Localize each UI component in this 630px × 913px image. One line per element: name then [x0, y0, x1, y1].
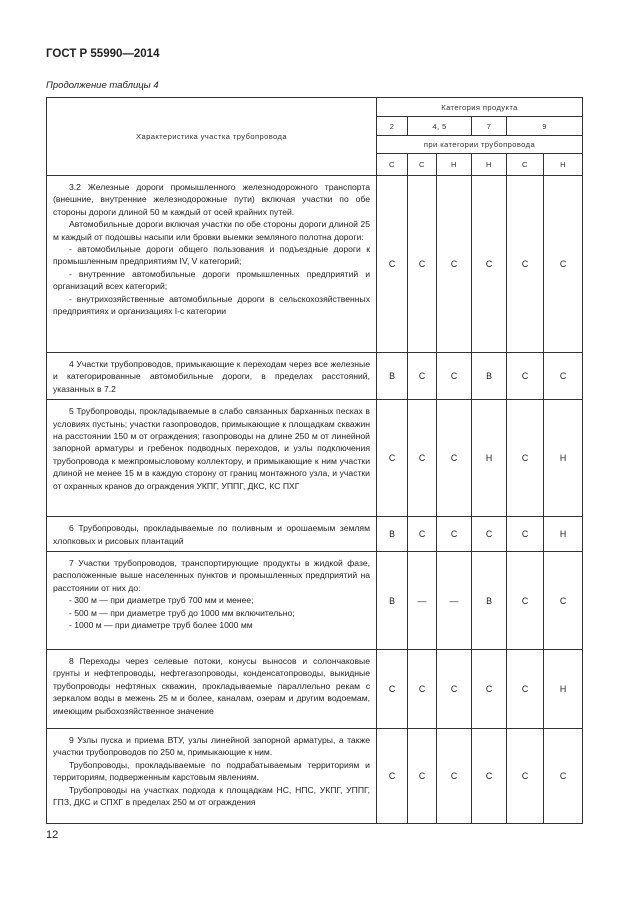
table-row	[47, 176, 583, 353]
category-value: —	[408, 552, 437, 650]
row-paragraph: 9 Узлы пуска и приема ВТУ, узлы линейной запорной арматуры, а также участки трубопроводов по 250 м, примыкающие к ним.	[53, 735, 370, 758]
category-value: С	[472, 176, 507, 353]
row-paragraph: 8 Переходы через селевые потоки, конусы выносов и солончаковые грунты и нефтепроводы, нефтегазопроводы, конденсатопроводы, выкидные трубопроводы нефтяных скважин, прокладываемые параллельно рекам с зеркалом воды в межень 25 м и более, каналам, озерам и другим водоемам, имеющим рыбохозяйственное значение	[53, 656, 370, 716]
subcol-header: С	[377, 154, 408, 176]
category-value: С	[507, 552, 544, 650]
row-paragraph: Автомобильные дороги включая участки по обе стороны дороги длиной 25 м каждый от подошвы насыпи или бровки выемки земляного полотна дороги:	[53, 219, 370, 242]
characteristic-header: Характеристика участка трубопровода	[47, 98, 377, 176]
category-value: Н	[544, 400, 583, 517]
category-value: —	[437, 552, 472, 650]
row-description	[47, 400, 377, 517]
category-cell: 7	[472, 117, 507, 136]
category-value: С	[437, 650, 472, 729]
category-value: С	[377, 650, 408, 729]
category-value: С	[437, 400, 472, 517]
row-paragraph: 7 Участки трубопроводов, транспортирующие продукты в жидкой фазе, расположенные выше населенных пунктов и промышленных предприятий на расстоянии от них до:	[53, 558, 370, 593]
subcol-header: С	[507, 154, 544, 176]
category-value: В	[377, 552, 408, 650]
category-value: В	[472, 353, 507, 400]
category-cell: 9	[507, 117, 583, 136]
row-paragraph: - внутрихозяйственные автомобильные дороги в сельскохозяйственных предприятиях и организациях I-с категории	[53, 293, 370, 317]
table-row	[47, 552, 583, 650]
category-value: Н	[544, 517, 583, 552]
pipe-category-header: при категории трубопровода	[377, 136, 583, 154]
row-paragraph: 4 Участки трубопроводов, примыкающие к переходам через все железные и категорированные автомобильные дороги, в пределах расстояний, указанных в 7.2	[53, 359, 370, 394]
category-value: С	[377, 729, 408, 824]
row-paragraph: 5 Трубопроводы, прокладываемые в слабо связанных барханных песках в условиях пустынь; участки газопроводов, примыкающие к площадкам скважин на расстоянии 150 м от ограждения; газопроводы на длине 250 м от линейной запорной арматуры и гребенок подводных переходов, и узлы подключения трубопровода к межпромысловому коллектору, и примыкающие к ним участки длиной не менее 15 м в каждую сторону от границ монтажного узла, и участки от охранных кранов до ограждения УКПГ, УППГ, ДКС, КС ПХГ	[53, 406, 370, 491]
category-value: С	[377, 400, 408, 517]
row-paragraph: - автомобильные дороги общего пользования и подъездные дороги к промышленным предприятиям IV, V категорий;	[53, 244, 370, 267]
category-cell: 2	[377, 117, 408, 136]
row-description	[47, 176, 377, 353]
subcol-header: Н	[437, 154, 472, 176]
subcol-header: Н	[472, 154, 507, 176]
category-value: С	[544, 353, 583, 400]
category-value: Н	[472, 400, 507, 517]
category-value: С	[507, 729, 544, 824]
row-paragraph: Трубопроводы, прокладываемые по подрабатываемым территориям и территориям, подверженным карстовым явлениям.	[53, 759, 370, 783]
row-description	[47, 353, 377, 400]
category-value: С	[507, 650, 544, 729]
page-number: 12	[46, 829, 59, 841]
table-row	[47, 400, 583, 517]
category-value: В	[377, 517, 408, 552]
category-value: С	[408, 729, 437, 824]
category-value: С	[408, 353, 437, 400]
row-paragraph: - 1000 м — при диаметре труб более 1000 мм	[69, 620, 253, 631]
category-value: В	[377, 353, 408, 400]
category-value: С	[472, 729, 507, 824]
table-caption: Продолжение таблицы 4	[46, 80, 159, 91]
category-value: С	[544, 176, 583, 353]
category-value: С	[472, 650, 507, 729]
category-value: С	[472, 517, 507, 552]
doc-id: ГОСТ Р 55990—2014	[46, 48, 160, 60]
category-value: С	[408, 176, 437, 353]
category-value: В	[472, 552, 507, 650]
subcol-header: С	[408, 154, 437, 176]
table-row	[47, 517, 583, 552]
row-description	[47, 729, 377, 824]
category-value: С	[377, 176, 408, 353]
row-paragraph: 3.2 Железные дороги промышленного железнодорожного транспорта (внешние, внутренние железнодорожные пути) включая участки по обе стороны дороги длиной 50 м каждый от осей крайних путей.	[53, 182, 370, 217]
category-value: С	[437, 729, 472, 824]
row-description	[47, 650, 377, 729]
category-cell: 4, 5	[408, 117, 472, 136]
category-table	[46, 97, 583, 824]
row-paragraph: - 500 м — при диаметре труб до 1000 мм включительно;	[69, 607, 295, 618]
category-header: Категория продукта	[377, 98, 583, 117]
category-value: С	[437, 353, 472, 400]
category-value: С	[437, 517, 472, 552]
category-value: С	[408, 400, 437, 517]
category-value: С	[544, 729, 583, 824]
category-value: С	[408, 517, 437, 552]
row-paragraph: - внутренние автомобильные дороги промышленных предприятий и организаций всех категорий;	[53, 268, 370, 292]
row-paragraph: - 300 м — при диаметре труб 700 мм и менее;	[69, 595, 254, 606]
category-value: С	[507, 176, 544, 353]
row-description	[47, 552, 377, 650]
category-value: С	[507, 353, 544, 400]
table-row	[47, 729, 583, 824]
category-value: С	[408, 650, 437, 729]
category-value: С	[507, 400, 544, 517]
category-value: Н	[544, 650, 583, 729]
subcol-header: Н	[544, 154, 583, 176]
row-description	[47, 517, 377, 552]
row-paragraph: 6 Трубопроводы, прокладываемые по поливным и орошаемым землям хлопковых и рисовых плантаций	[53, 523, 370, 546]
table-row	[47, 650, 583, 729]
category-value: С	[507, 517, 544, 552]
table-row	[47, 353, 583, 400]
category-value: С	[437, 176, 472, 353]
row-paragraph: Трубопроводы на участках подхода к площадкам НС, НПС, УКПГ, УППГ, ГПЗ, ДКС и СПХГ в пределах 250 м от ограждения	[53, 784, 370, 808]
category-value: С	[544, 552, 583, 650]
